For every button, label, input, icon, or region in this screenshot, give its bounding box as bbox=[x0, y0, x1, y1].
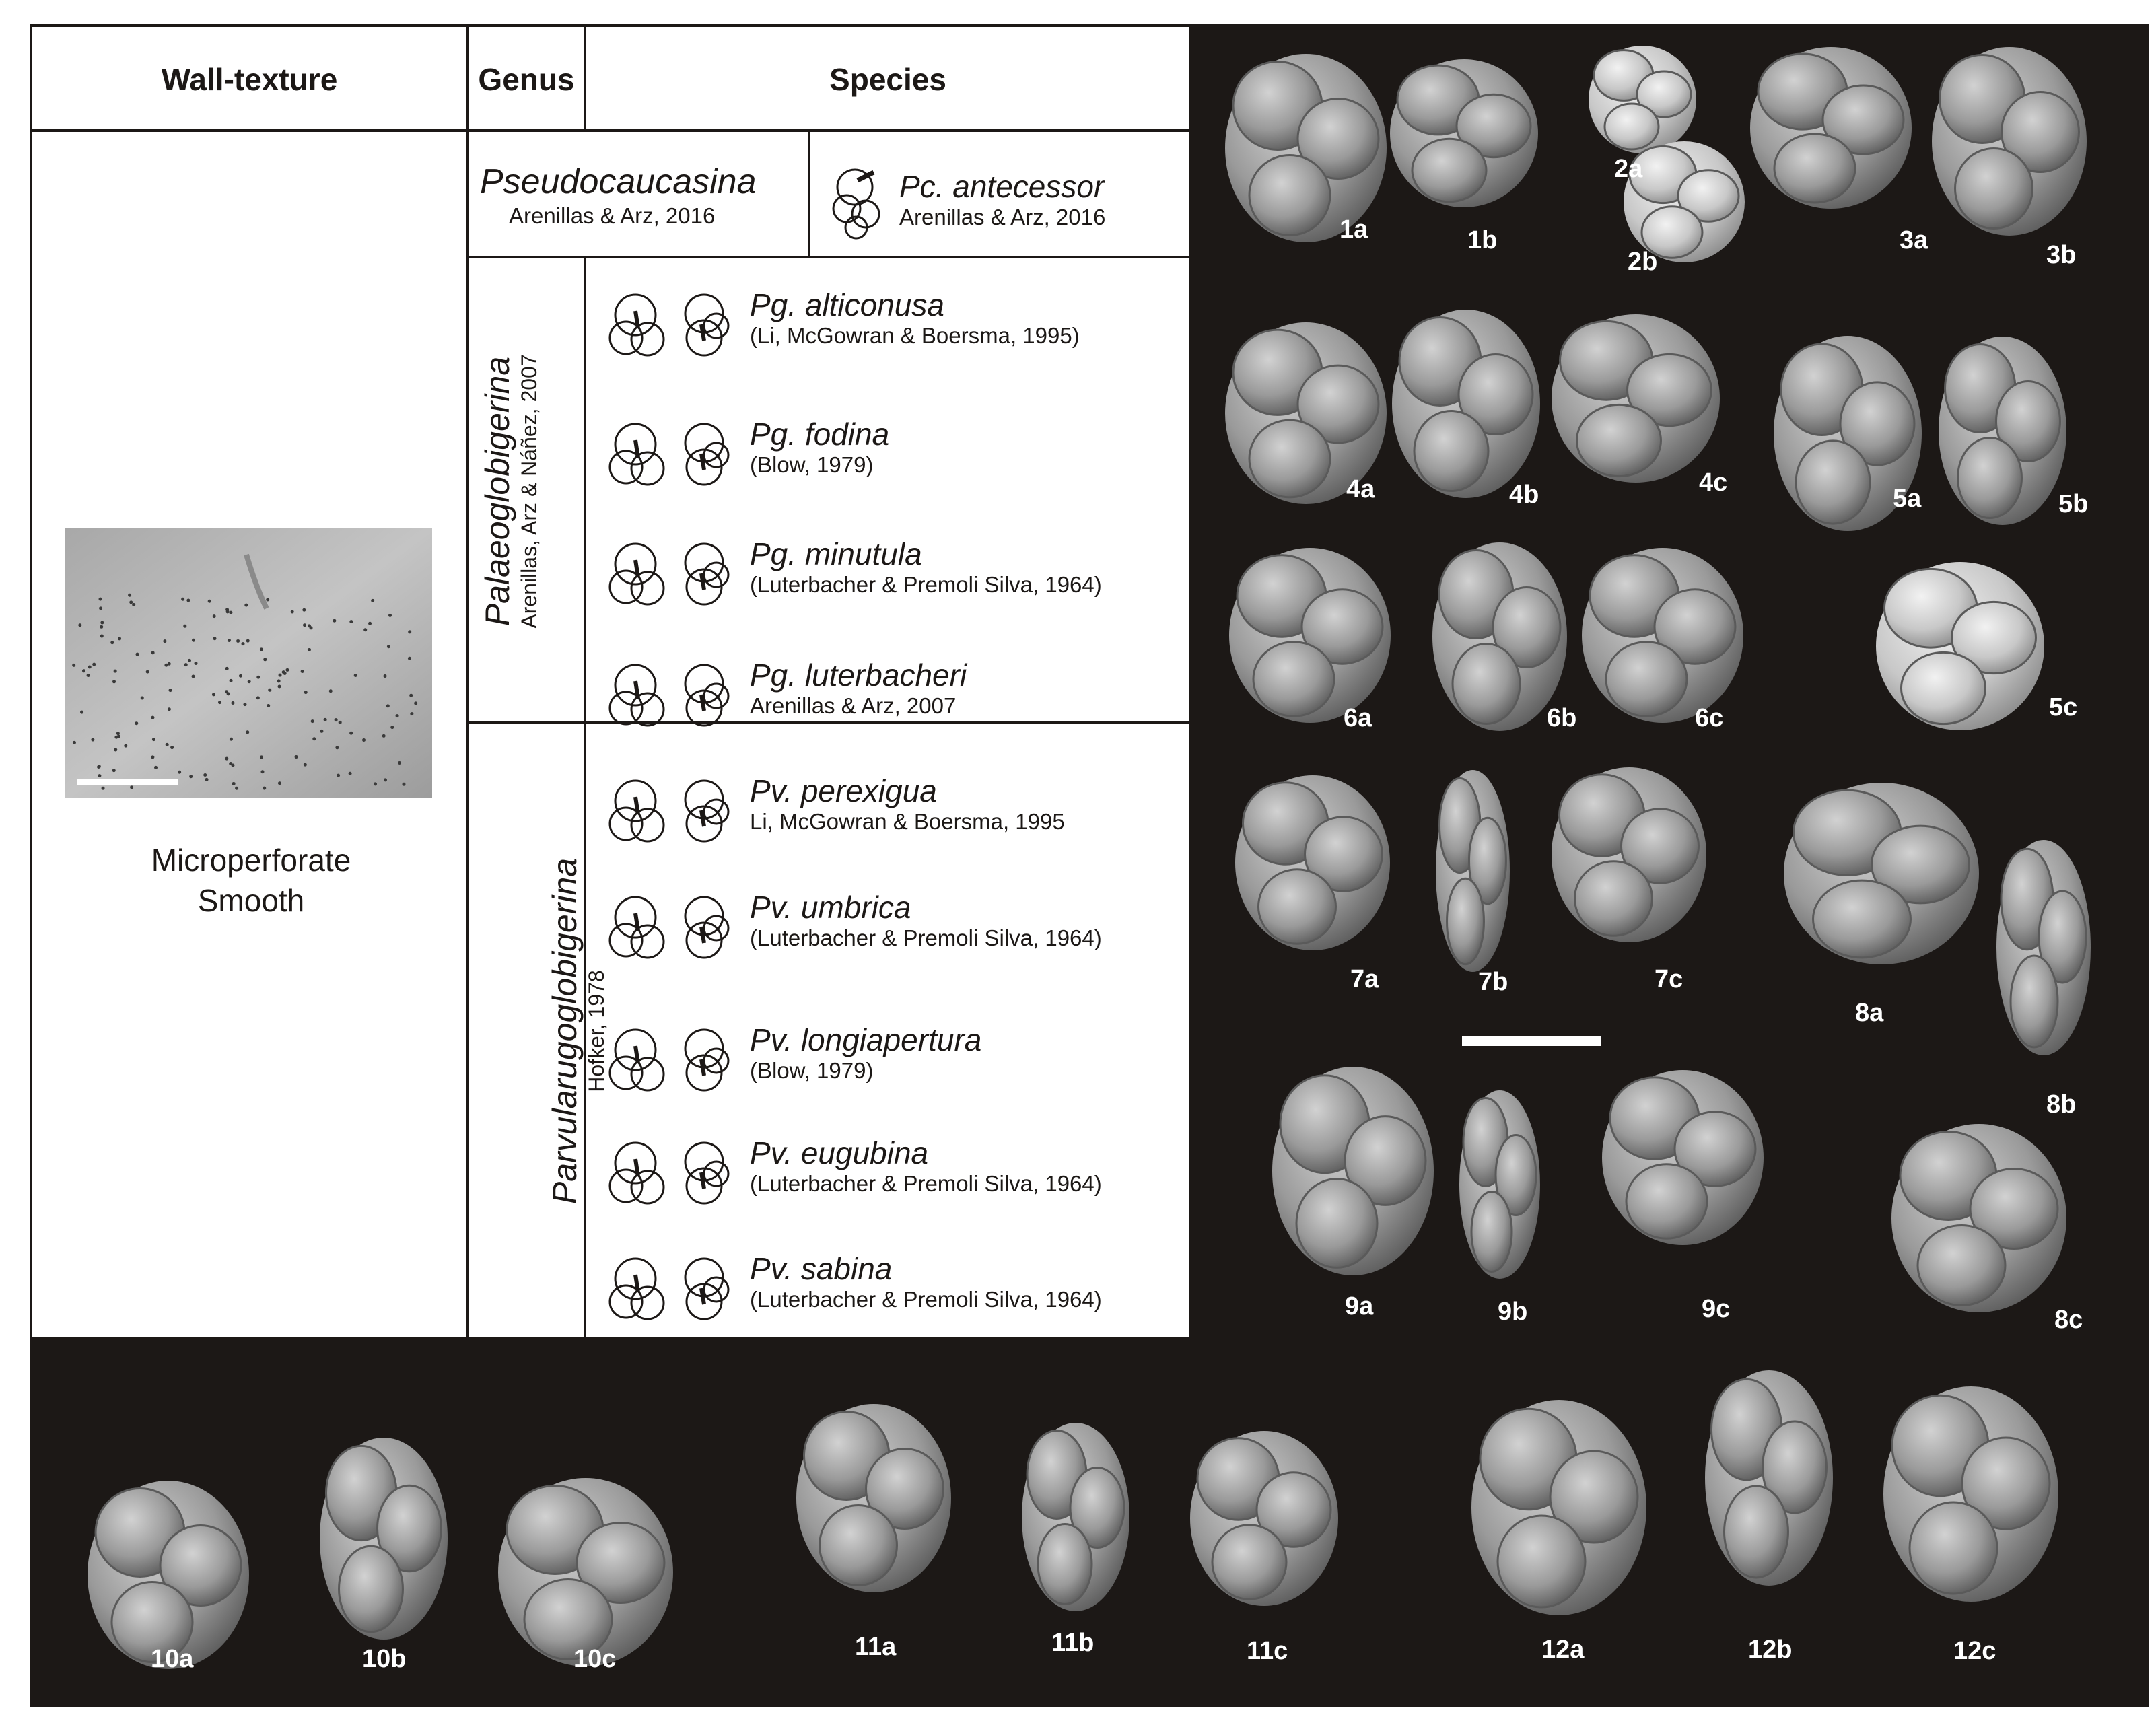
specimen-label-6b: 6b bbox=[1547, 704, 1577, 732]
specimen-label-6a: 6a bbox=[1344, 704, 1372, 732]
specimen-7a-image bbox=[1235, 775, 1390, 950]
specimen-8c-image bbox=[1891, 1124, 2066, 1312]
specimen-5c-image bbox=[1876, 562, 2044, 730]
specimen-label-10b: 10b bbox=[362, 1645, 407, 1673]
specimen-9a-image bbox=[1272, 1067, 1434, 1275]
specimen-label-1b: 1b bbox=[1467, 226, 1498, 254]
specimen-10b-image bbox=[320, 1438, 448, 1640]
species-pg-luterbacheri-authority: Arenillas & Arz, 2007 bbox=[750, 693, 957, 718]
specimen-label-11b: 11b bbox=[1051, 1629, 1094, 1657]
specimen-label-8a: 8a bbox=[1855, 999, 1884, 1027]
species-pg-minutula-name: Pg. minutula bbox=[750, 536, 922, 571]
specimen-12a-image bbox=[1471, 1400, 1646, 1615]
specimen-5b-image bbox=[1939, 337, 2066, 525]
species-pg-alticonusa-name: Pg. alticonusa bbox=[750, 287, 944, 322]
specimen-label-8c: 8c bbox=[2054, 1306, 2083, 1334]
wall-texture-line2: Smooth bbox=[197, 883, 305, 918]
specimen-label-2b: 2b bbox=[1628, 248, 1658, 276]
specimen-10a-image bbox=[88, 1481, 249, 1669]
specimen-label-4c: 4c bbox=[1699, 468, 1728, 497]
species-pv-sabina-name: Pv. sabina bbox=[750, 1251, 893, 1286]
species-pc-antecessor-authority: Arenillas & Arz, 2016 bbox=[899, 205, 1106, 230]
specimen-label-3b: 3b bbox=[2046, 241, 2077, 269]
genus-pseudocaucasina-authority: Arenillas & Arz, 2016 bbox=[509, 203, 716, 228]
specimen-label-6c: 6c bbox=[1695, 704, 1724, 732]
specimen-4b-image bbox=[1392, 310, 1540, 498]
specimen-label-10c: 10c bbox=[573, 1645, 617, 1673]
genus-palaeoglobigerina-name: Palaeoglobigerina bbox=[479, 356, 516, 627]
species-pg-alticonusa-authority: (Li, McGowran & Boersma, 1995) bbox=[750, 323, 1080, 348]
specimen-label-7c: 7c bbox=[1655, 965, 1683, 993]
species-pv-eugubina-authority: (Luterbacher & Premoli Silva, 1964) bbox=[750, 1171, 1102, 1196]
specimen-label-1a: 1a bbox=[1340, 215, 1368, 244]
specimen-label-11c: 11c bbox=[1247, 1637, 1288, 1665]
species-pg-luterbacheri-name: Pg. luterbacheri bbox=[750, 658, 967, 693]
specimen-6b-image bbox=[1432, 542, 1567, 731]
species-pv-umbrica-authority: (Luterbacher & Premoli Silva, 1964) bbox=[750, 925, 1102, 950]
specimen-label-3a: 3a bbox=[1900, 226, 1928, 254]
species-pv-umbrica-name: Pv. umbrica bbox=[750, 890, 911, 925]
specimen-10c-image bbox=[498, 1478, 673, 1666]
species-pg-fodina-name: Pg. fodina bbox=[750, 417, 890, 452]
specimen-9c-image bbox=[1602, 1070, 1764, 1245]
specimen-6a-image bbox=[1229, 548, 1391, 723]
specimen-8a-image bbox=[1784, 783, 1979, 964]
specimen-label-9a: 9a bbox=[1345, 1292, 1374, 1320]
specimen-4c-image bbox=[1552, 314, 1720, 483]
header-genus: Genus bbox=[478, 62, 575, 97]
genus-parvularugoglobigerina-name: Parvularugoglobigerina bbox=[546, 857, 584, 1205]
header-wall-texture: Wall-texture bbox=[161, 62, 338, 97]
specimen-label-10a: 10a bbox=[151, 1645, 194, 1673]
specimen-12c-image bbox=[1883, 1386, 2058, 1602]
specimen-label-7a: 7a bbox=[1350, 965, 1379, 993]
specimen-1a-image bbox=[1225, 54, 1387, 242]
specimen-label-9c: 9c bbox=[1702, 1295, 1731, 1323]
specimen-2a-image bbox=[1589, 46, 1696, 153]
specimen-11c-image bbox=[1190, 1431, 1338, 1606]
specimen-label-5b: 5b bbox=[2058, 490, 2089, 518]
specimen-label-12b: 12b bbox=[1748, 1635, 1793, 1664]
species-pv-eugubina-name: Pv. eugubina bbox=[750, 1135, 929, 1170]
specimen-3b-image bbox=[1932, 47, 2087, 236]
specimen-label-8b: 8b bbox=[2046, 1090, 2077, 1119]
specimen-label-4b: 4b bbox=[1509, 481, 1539, 509]
genus-palaeoglobigerina-authority: Arenillas, Arz & Náñez, 2007 bbox=[517, 354, 541, 629]
specimen-6c-image bbox=[1582, 548, 1743, 723]
wall-texture-line1: Microperforate bbox=[151, 843, 351, 878]
specimen-label-9b: 9b bbox=[1498, 1298, 1528, 1326]
specimen-9b-image bbox=[1459, 1090, 1540, 1279]
species-pg-fodina-authority: (Blow, 1979) bbox=[750, 452, 874, 477]
specimen-label-2a: 2a bbox=[1614, 155, 1643, 183]
species-pv-perexigua-authority: Li, McGowran & Boersma, 1995 bbox=[750, 809, 1065, 834]
specimen-label-12a: 12a bbox=[1541, 1635, 1585, 1664]
species-pv-longiapertura-name: Pv. longiapertura bbox=[750, 1022, 982, 1057]
specimen-label-12c: 12c bbox=[1953, 1637, 1996, 1665]
genus-parvularugoglobigerina-authority: Hofker, 1978 bbox=[584, 970, 608, 1092]
genus-pseudocaucasina-name: Pseudocaucasina bbox=[480, 162, 757, 201]
species-pv-longiapertura-authority: (Blow, 1979) bbox=[750, 1058, 874, 1083]
header-species: Species bbox=[829, 62, 946, 97]
specimen-11b-image bbox=[1022, 1423, 1129, 1611]
species-pv-perexigua-name: Pv. perexigua bbox=[750, 773, 937, 808]
specimen-3a-image bbox=[1750, 47, 1912, 209]
specimen-12b-image bbox=[1705, 1370, 1833, 1586]
specimen-7b-image bbox=[1436, 770, 1510, 972]
specimen-1b-image bbox=[1390, 59, 1538, 207]
species-pc-antecessor-name: Pc. antecessor bbox=[899, 169, 1105, 204]
specimen-11a-image bbox=[796, 1404, 951, 1592]
specimen-8b-image bbox=[1996, 840, 2091, 1055]
species-pg-minutula-authority: (Luterbacher & Premoli Silva, 1964) bbox=[750, 572, 1102, 597]
specimen-label-7b: 7b bbox=[1478, 968, 1508, 996]
species-pv-sabina-authority: (Luterbacher & Premoli Silva, 1964) bbox=[750, 1287, 1102, 1312]
specimen-label-4a: 4a bbox=[1346, 475, 1375, 503]
specimen-label-5c: 5c bbox=[2049, 693, 2078, 721]
specimen-label-5a: 5a bbox=[1893, 485, 1922, 513]
specimen-7c-image bbox=[1552, 767, 1706, 942]
scale-bar bbox=[1462, 1036, 1601, 1046]
specimen-label-11a: 11a bbox=[855, 1633, 897, 1661]
